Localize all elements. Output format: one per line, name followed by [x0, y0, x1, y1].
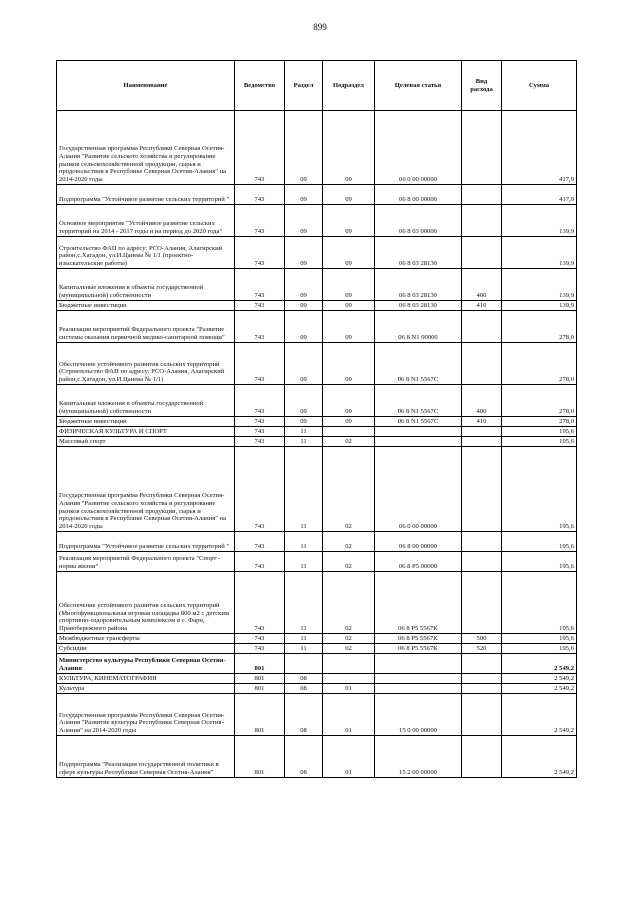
cell-sum: 278,0: [502, 343, 577, 385]
cell-dept: 801: [235, 736, 285, 778]
cell-name: Массовый спорт: [57, 437, 235, 447]
table-row: [57, 736, 577, 778]
cell-subsection: 02: [323, 644, 375, 654]
cell-sum: 278,0: [502, 385, 577, 417]
cell-sum: 278,0: [502, 417, 577, 427]
cell-exp-type: 410: [462, 417, 502, 427]
cell-dept: 743: [235, 634, 285, 644]
table-row: [57, 644, 577, 654]
cell-name: Основное мероприятие "Устойчивое развитие сельских территорий на 2014 - 2017 годы и на период до 2020 года": [57, 205, 235, 237]
cell-section: 09: [285, 205, 323, 237]
cell-section: 11: [285, 644, 323, 654]
cell-target: 15 2 00 00000: [375, 736, 462, 778]
cell-exp-type: [462, 437, 502, 447]
cell-section: 11: [285, 437, 323, 447]
budget-table: [56, 60, 577, 778]
cell-name: Субсидии: [57, 644, 235, 654]
cell-exp-type: 410: [462, 301, 502, 311]
cell-target: [375, 654, 462, 674]
table-row: [57, 385, 577, 417]
cell-section: 09: [285, 311, 323, 343]
cell-dept: 743: [235, 447, 285, 532]
table-row: [57, 684, 577, 694]
header-section: Раздел: [285, 61, 323, 111]
cell-section: 11: [285, 634, 323, 644]
cell-exp-type: 400: [462, 269, 502, 301]
cell-dept: 743: [235, 572, 285, 634]
cell-section: 08: [285, 684, 323, 694]
cell-name: Государственная программа Республики Северная Осетия-Алания "Развитие сельского хозяйства и регулирование рынков сельскохозяйственной продукции, сырья и продовольствия в Республике Северная Осетия-Алания" на 2014-2020 годы: [57, 447, 235, 532]
cell-exp-type: [462, 427, 502, 437]
cell-subsection: 02: [323, 447, 375, 532]
table-row: [57, 447, 577, 532]
cell-exp-type: [462, 654, 502, 674]
cell-exp-type: 500: [462, 634, 502, 644]
cell-name: Государственная программа Республики Северная Осетия-Алания "Развитие культуры Республики Северная Осетия-Алания" на 2014-2020 годы: [57, 694, 235, 736]
cell-target: 06 8 03 28130: [375, 269, 462, 301]
cell-section: 11: [285, 427, 323, 437]
cell-subsection: 09: [323, 385, 375, 417]
cell-exp-type: [462, 343, 502, 385]
cell-sum: 195,6: [502, 634, 577, 644]
cell-name: Строительство ФАП по адресу: РСО-Алания, Алагирский район,с.Хатадон, ул.И.Цаиева № 1/1 (проектно-изыскательские работы): [57, 237, 235, 269]
table-row: [57, 427, 577, 437]
table-row: [57, 572, 577, 634]
cell-dept: 743: [235, 237, 285, 269]
cell-subsection: [323, 654, 375, 674]
cell-subsection: 09: [323, 205, 375, 237]
cell-name: КУЛЬТУРА, КИНЕМАТОГРАФИЯ: [57, 674, 235, 684]
cell-name: Подпрограмма "Реализация государственной политики в сфере культуры Республики Северная Осетия-Алания": [57, 736, 235, 778]
table-row: [57, 301, 577, 311]
table-row: [57, 552, 577, 572]
cell-section: 11: [285, 552, 323, 572]
cell-target: [375, 437, 462, 447]
cell-dept: 743: [235, 427, 285, 437]
cell-target: [375, 674, 462, 684]
cell-subsection: 09: [323, 301, 375, 311]
cell-subsection: 09: [323, 237, 375, 269]
cell-dept: 743: [235, 417, 285, 427]
cell-dept: 743: [235, 437, 285, 447]
cell-exp-type: [462, 552, 502, 572]
cell-sum: 2 549,2: [502, 694, 577, 736]
cell-dept: 801: [235, 654, 285, 674]
cell-sum: 2 549,2: [502, 674, 577, 684]
table-row: [57, 269, 577, 301]
cell-name: Бюджетные инвестиции: [57, 417, 235, 427]
cell-section: 11: [285, 447, 323, 532]
cell-section: 09: [285, 185, 323, 205]
cell-name: Государственная программа Республики Северная Осетия-Алания "Развитие сельского хозяйства и регулирование рынков сельскохозяйственной продукции, сырья и продовольствия в Республике Северная Осетия-Алания" на 2014-2020 годы: [57, 111, 235, 185]
cell-name: Капитальные вложения в объекты государственной (муниципальной) собственности: [57, 269, 235, 301]
cell-subsection: 09: [323, 417, 375, 427]
table-row: [57, 634, 577, 644]
cell-exp-type: [462, 185, 502, 205]
cell-dept: 743: [235, 552, 285, 572]
table-row: [57, 205, 577, 237]
cell-sum: 195,6: [502, 447, 577, 532]
header-sum: Сумма: [502, 61, 577, 111]
cell-dept: 801: [235, 674, 285, 684]
cell-exp-type: [462, 736, 502, 778]
cell-target: 06 8 P5 5567K: [375, 572, 462, 634]
cell-sum: 195,6: [502, 532, 577, 552]
cell-exp-type: [462, 237, 502, 269]
cell-subsection: 02: [323, 437, 375, 447]
cell-subsection: 09: [323, 311, 375, 343]
cell-target: [375, 427, 462, 437]
cell-sum: 139,9: [502, 269, 577, 301]
header-subsection: Подраздел: [323, 61, 375, 111]
cell-exp-type: [462, 674, 502, 684]
cell-exp-type: [462, 572, 502, 634]
cell-name: Бюджетные инвестиции: [57, 301, 235, 311]
cell-name: Капитальные вложения в объекты государственной (муниципальной) собственности: [57, 385, 235, 417]
cell-dept: 801: [235, 694, 285, 736]
cell-sum: 2 549,2: [502, 654, 577, 674]
table-row: [57, 237, 577, 269]
cell-subsection: 02: [323, 572, 375, 634]
cell-exp-type: [462, 447, 502, 532]
table-row: [57, 343, 577, 385]
cell-section: 09: [285, 417, 323, 427]
cell-dept: 743: [235, 185, 285, 205]
cell-dept: 743: [235, 385, 285, 417]
cell-exp-type: 400: [462, 385, 502, 417]
cell-name: Обеспечение устойчивого развития сельских территорий (Строительство ФАП по адресу: РСО-Алания, Алагирский район,с.Хатадон, ул.И.Цаиева № 1/1): [57, 343, 235, 385]
table-row: [57, 532, 577, 552]
cell-dept: 743: [235, 205, 285, 237]
page-number: 899: [313, 22, 327, 32]
cell-subsection: 02: [323, 532, 375, 552]
cell-target: 06 8 N1 5567C: [375, 417, 462, 427]
cell-section: 08: [285, 736, 323, 778]
cell-exp-type: [462, 532, 502, 552]
cell-sum: 417,9: [502, 111, 577, 185]
table-row: [57, 437, 577, 447]
cell-dept: 743: [235, 111, 285, 185]
cell-name: Культура: [57, 684, 235, 694]
table-row: [57, 417, 577, 427]
cell-section: 09: [285, 343, 323, 385]
cell-dept: 743: [235, 269, 285, 301]
cell-subsection: 09: [323, 111, 375, 185]
table-row: [57, 674, 577, 684]
cell-sum: 2 549,2: [502, 736, 577, 778]
cell-target: 06 8 00 00000: [375, 185, 462, 205]
cell-sum: 139,9: [502, 205, 577, 237]
cell-dept: 743: [235, 311, 285, 343]
cell-subsection: 02: [323, 552, 375, 572]
cell-dept: 743: [235, 343, 285, 385]
cell-dept: 743: [235, 644, 285, 654]
cell-sum: 195,6: [502, 427, 577, 437]
cell-section: 08: [285, 694, 323, 736]
cell-target: 06 8 N1 5567C: [375, 385, 462, 417]
cell-section: 11: [285, 572, 323, 634]
cell-section: 09: [285, 111, 323, 185]
cell-subsection: 09: [323, 343, 375, 385]
cell-target: 06 8 N1 5567C: [375, 343, 462, 385]
cell-target: 06 8 N1 00000: [375, 311, 462, 343]
cell-name: Реализация мероприятий Федерального проекта "Развитие системы оказания первичной медико-санитарной помощи": [57, 311, 235, 343]
cell-name: Обеспечение устойчивого развития сельских территорий (Многофункциональная игровая площадка 800 м2 с детским спортивно-оздоровительным комплексом в с. Фарн, Правобережного района: [57, 572, 235, 634]
cell-exp-type: [462, 311, 502, 343]
cell-sum: 278,0: [502, 311, 577, 343]
cell-name: Подпрограмма "Устойчивое развитие сельских территорий ": [57, 532, 235, 552]
cell-section: 09: [285, 385, 323, 417]
cell-subsection: 09: [323, 269, 375, 301]
cell-section: 09: [285, 237, 323, 269]
cell-name: Межбюджетные трансферты: [57, 634, 235, 644]
cell-section: 11: [285, 532, 323, 552]
cell-name: Реализация мероприятий Федерального проекта "Спорт - норма жизни": [57, 552, 235, 572]
cell-section: 09: [285, 269, 323, 301]
cell-dept: 801: [235, 684, 285, 694]
cell-sum: 195,6: [502, 644, 577, 654]
cell-sum: 195,6: [502, 552, 577, 572]
cell-target: [375, 684, 462, 694]
cell-target: 06 8 00 00000: [375, 532, 462, 552]
cell-target: 06 0 00 00000: [375, 111, 462, 185]
cell-name: Подпрограмма "Устойчивое развитие сельских территорий ": [57, 185, 235, 205]
cell-section: 09: [285, 301, 323, 311]
header-target: Целевая статья: [375, 61, 462, 111]
cell-subsection: 02: [323, 634, 375, 644]
cell-target: 06 8 03 00000: [375, 205, 462, 237]
table-row: [57, 694, 577, 736]
cell-name: Министерство культуры Республики Северная Осетия-Алания: [57, 654, 235, 674]
cell-subsection: 09: [323, 185, 375, 205]
cell-sum: 139,9: [502, 301, 577, 311]
cell-target: 06 8 03 28130: [375, 237, 462, 269]
cell-target: 06 0 00 00000: [375, 447, 462, 532]
cell-exp-type: [462, 684, 502, 694]
table-row: [57, 185, 577, 205]
cell-exp-type: 520: [462, 644, 502, 654]
cell-sum: 195,6: [502, 572, 577, 634]
cell-section: [285, 654, 323, 674]
table-row: [57, 654, 577, 674]
cell-subsection: [323, 427, 375, 437]
cell-target: 06 8 03 28130: [375, 301, 462, 311]
cell-exp-type: [462, 111, 502, 185]
header-exp-type: Вид расхода: [462, 61, 502, 111]
cell-dept: 743: [235, 532, 285, 552]
cell-target: 06 8 P5 00000: [375, 552, 462, 572]
cell-exp-type: [462, 694, 502, 736]
cell-subsection: 01: [323, 736, 375, 778]
cell-exp-type: [462, 205, 502, 237]
cell-target: 06 8 P5 5567K: [375, 634, 462, 644]
table-row: [57, 311, 577, 343]
cell-subsection: 01: [323, 694, 375, 736]
cell-dept: 743: [235, 301, 285, 311]
cell-subsection: [323, 674, 375, 684]
cell-target: 15 0 00 00000: [375, 694, 462, 736]
cell-section: 08: [285, 674, 323, 684]
cell-target: 06 8 P5 5567K: [375, 644, 462, 654]
header-name: Наименование: [57, 61, 235, 111]
cell-sum: 195,6: [502, 437, 577, 447]
cell-sum: 417,9: [502, 185, 577, 205]
table-row: [57, 111, 577, 185]
cell-name: ФИЗИЧЕСКАЯ КУЛЬТУРА И СПОРТ: [57, 427, 235, 437]
cell-subsection: 01: [323, 684, 375, 694]
cell-sum: 139,9: [502, 237, 577, 269]
header-dept: Ведомство: [235, 61, 285, 111]
cell-sum: 2 549,2: [502, 684, 577, 694]
